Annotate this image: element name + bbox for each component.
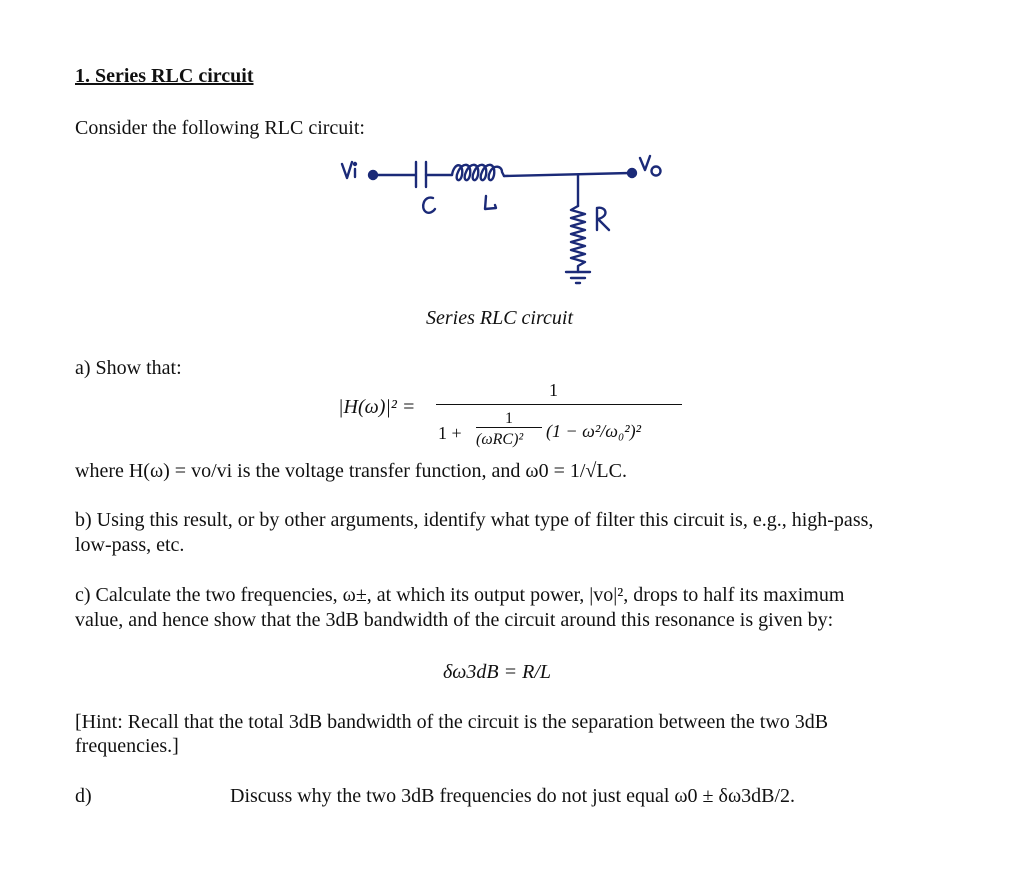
ground-symbol — [566, 272, 590, 283]
output-label-vo — [640, 156, 661, 176]
part-c-line-2: value, and hence show that the 3dB bandwidth of the circuit around this resonance is given by: — [75, 609, 834, 631]
equation-numerator: 1 — [549, 380, 558, 400]
figure-caption: Series RLC circuit — [426, 307, 574, 329]
equation-lhs: |H(ω)|² = — [338, 396, 416, 418]
input-label-vi — [342, 162, 356, 178]
rlc-circuit-diagram — [330, 150, 690, 300]
part-a-prompt — [75, 356, 182, 380]
denominator-prefix: 1 + — [438, 423, 462, 443]
main-fraction-bar — [436, 404, 682, 405]
part-a-prompt-text: Show that: — [95, 357, 182, 379]
resistor-symbol — [571, 206, 585, 272]
resistor-label-r — [597, 208, 609, 230]
part-b-line-1: b) Using this result, or by other arguments, identify what type of filter this circuit is, e.g., high-pass, — [75, 509, 874, 531]
intro-text: Consider the following RLC circuit: — [75, 117, 365, 139]
capacitor-label-c — [423, 198, 435, 213]
part-d-label: d) — [75, 785, 92, 807]
hint-line-2: frequencies.] — [75, 735, 179, 757]
inductor-symbol — [452, 165, 504, 180]
part-a-where-text: where H(ω) = vo/vi is the voltage transfer function, and ω0 = 1/√LC. — [75, 460, 627, 482]
part-a-label: a) — [75, 357, 91, 379]
hint-line-1: [Hint: Recall that the total 3dB bandwidth of the circuit is the separation between the two 3dB — [75, 711, 829, 733]
inner-numerator: 1 — [505, 410, 513, 427]
part-c-line-1: c) Calculate the two frequencies, ω±, at which its output power, |vo|², drops to half its maximum — [75, 584, 845, 606]
capacitor-symbol — [416, 162, 426, 187]
inner-denominator: (ωRC)² — [476, 431, 524, 448]
problem-title: 1. Series RLC circuit — [75, 65, 254, 87]
part-d-text: Discuss why the two 3dB frequencies do not just equal ω0 ± δω3dB/2. — [230, 785, 795, 807]
denominator-suffix: (1 − ω²/ω₀²)² — [546, 421, 642, 441]
bandwidth-equation: δω3dB = R/L — [443, 661, 552, 683]
inductor-label-l — [485, 196, 496, 209]
part-b-line-2: low-pass, etc. — [75, 534, 185, 556]
output-node — [628, 169, 636, 177]
wire-to-output — [504, 173, 630, 176]
